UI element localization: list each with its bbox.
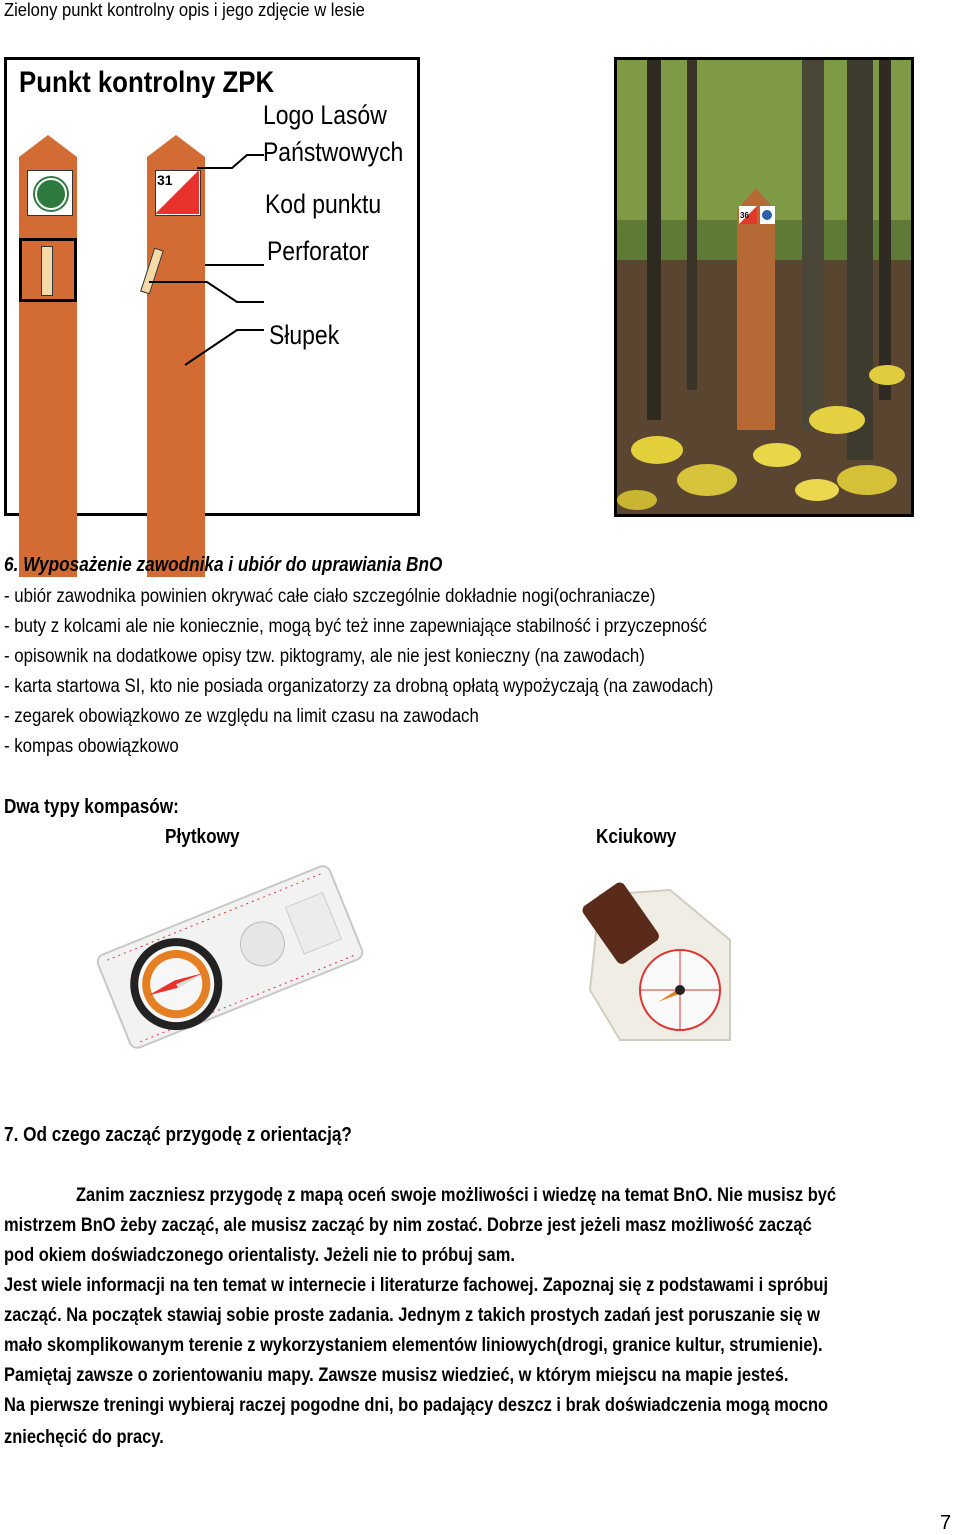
equipment-item bbox=[4, 676, 806, 698]
control-point-diagram bbox=[4, 57, 420, 516]
photo-post-number: 36 bbox=[740, 211, 749, 220]
paragraph-line-text: zniechęcić do pracy. bbox=[4, 1426, 164, 1448]
section7-heading bbox=[4, 1124, 409, 1147]
section7-heading-text: 7. Od czego zacząć przygodę z orientacją? bbox=[4, 1124, 352, 1146]
equipment-item-text: - buty z kolcami ale nie koniecznie, mogą być też inne zapewniające stabilność i przyczepność bbox=[4, 616, 707, 637]
label-logo-line2 bbox=[263, 137, 428, 168]
section6-heading bbox=[4, 554, 514, 577]
figure-caption bbox=[4, 0, 396, 21]
paragraph-line bbox=[4, 1426, 194, 1449]
label-logo-line1 bbox=[263, 100, 409, 131]
equipment-item-text: - ubiór zawodnika powinien okrywać całe ciało szczególnie dokładnie nogi(ochraniacze) bbox=[4, 586, 656, 607]
compass-types-heading bbox=[4, 796, 207, 819]
compass-type-plate-label bbox=[165, 826, 252, 849]
equipment-item-text: - opisownik na dodatkowe opisy tzw. piktogramy, ale nie jest konieczny (na zawodach) bbox=[4, 646, 645, 667]
equipment-item bbox=[4, 736, 201, 758]
compass-types-heading-text: Dwa typy kompasów: bbox=[4, 796, 179, 818]
paragraph-line-text: pod okiem doświadczonego orientalisty. Jeżeli nie to próbuj sam. bbox=[4, 1244, 515, 1266]
paragraph-line-text: Jest wiele informacji na ten temat w internecie i literaturze fachowej. Zapoznaj się z podstawami i spróbuj bbox=[4, 1274, 829, 1296]
paragraph-line bbox=[4, 1274, 960, 1297]
thumb-compass-icon bbox=[580, 880, 750, 1050]
code-number: 31 bbox=[157, 172, 173, 188]
compass-type-thumb-text: Kciukowy bbox=[596, 826, 677, 848]
label-post bbox=[269, 320, 352, 351]
paragraph-line-text: Zanim zaczniesz przygodę z mapą oceń swoje możliwości i wiedzę na temat BnO. Nie musisz być bbox=[76, 1184, 837, 1206]
forest-photo-scene bbox=[617, 60, 911, 514]
paragraph-line bbox=[4, 1214, 960, 1237]
section6-heading-text: 6. Wyposażenie zawodnika i ubiór do uprawiania BnO bbox=[4, 554, 443, 576]
compass-type-plate-text: Płytkowy bbox=[165, 826, 240, 848]
label-perforator bbox=[267, 236, 387, 267]
paragraph-line bbox=[4, 1334, 960, 1357]
label-code-text: Kod punktu bbox=[265, 189, 382, 219]
paragraph-line bbox=[4, 1244, 612, 1267]
paragraph-line-text: Na pierwsze treningi wybieraj raczej pogodne dni, bo padający deszcz i brak doświadczenia mogą mocno bbox=[4, 1394, 829, 1416]
equipment-item bbox=[4, 586, 740, 608]
equipment-item-text: - karta startowa SI, kto nie posiada organizatorzy za drobną opłatą wypożyczają (na zawodach) bbox=[4, 676, 714, 697]
figure-caption-text: Zielony punkt kontrolny opis i jego zdjęcie w lesie bbox=[4, 0, 365, 20]
diagram-title-text: Punkt kontrolny ZPK bbox=[19, 66, 275, 99]
paragraph-line-text: mało skomplikowanym terenie z wykorzystaniem elementów liniowych(drogi, granice kultur, strumienie). bbox=[4, 1334, 823, 1356]
paragraph-line bbox=[4, 1394, 960, 1417]
paragraph-line-text: Pamiętaj zawsze o zorientowaniu mapy. Zawsze musisz wiedzieć, w którym miejscu na mapie jesteś. bbox=[4, 1364, 789, 1386]
label-post-text: Słupek bbox=[269, 320, 340, 350]
label-code bbox=[265, 189, 402, 220]
label-perforator-text: Perforator bbox=[267, 236, 370, 266]
paragraph-line-text: mistrzem BnO żeby zacząć, ale musisz zacząć by nim zostać. Dobrze jest jeżeli masz możliwość zacząć bbox=[4, 1214, 812, 1236]
paragraph-line bbox=[4, 1304, 960, 1327]
paragraph-line bbox=[76, 1184, 960, 1207]
equipment-item bbox=[4, 646, 728, 668]
equipment-item bbox=[4, 616, 798, 638]
paragraph-line bbox=[4, 1364, 938, 1387]
label-logo-line2-text: Państwowych bbox=[263, 137, 404, 167]
compass-type-thumb-label bbox=[596, 826, 689, 849]
page-number: 7 bbox=[940, 1512, 952, 1534]
equipment-item bbox=[4, 706, 541, 728]
forest-photo bbox=[614, 57, 914, 517]
baseplate-compass-icon bbox=[95, 862, 365, 1052]
label-logo-line1-text: Logo Lasów bbox=[263, 100, 387, 130]
paragraph-line-text: zacząć. Na początek stawiaj sobie proste zadania. Jednym z takich prostych zadań jest poruszanie się w bbox=[4, 1304, 820, 1326]
equipment-item-text: - zegarek obowiązkowo ze względu na limit czasu na zawodach bbox=[4, 706, 479, 727]
equipment-item-text: - kompas obowiązkowo bbox=[4, 736, 179, 757]
